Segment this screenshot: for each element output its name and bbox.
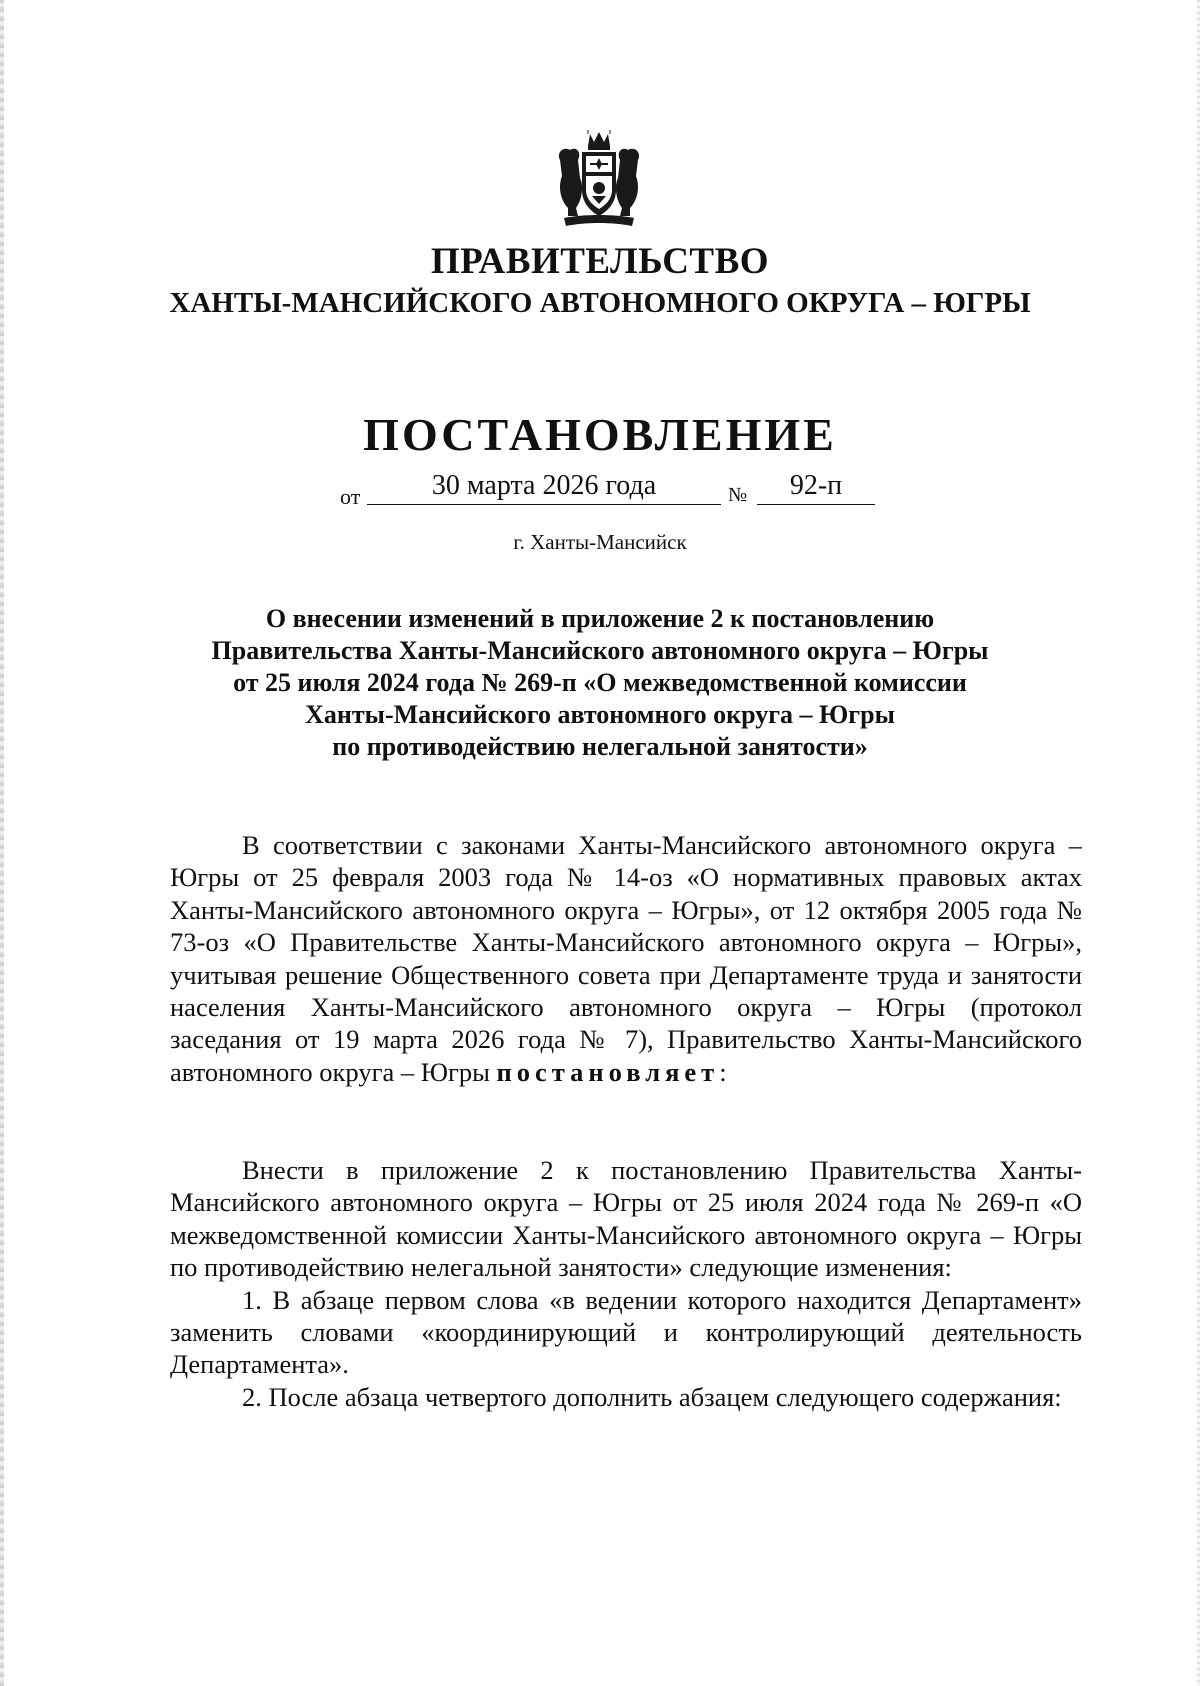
resolves-word: постановляет bbox=[496, 1056, 720, 1087]
region-heading: ХАНТЫ-МАНСИЙСКОГО АВТОНОМНОГО ОКРУГА – ЮГРЫ bbox=[169, 287, 1031, 319]
date-label: от bbox=[340, 484, 361, 509]
item-2-paragraph: 2. После абзаца четвертого дополнить абзацем следующего содержания: bbox=[242, 1381, 1062, 1412]
document-number: 92-п bbox=[757, 470, 875, 505]
coat-of-arms-emblem bbox=[554, 130, 644, 230]
intro-paragraph: Внести в приложение 2 к постановлению Правительства Ханты-Мансийского автономного округа – Югры от 25 июля 2024 года № 269-п «О межведомственной комиссии Ханты-Мансийского автономного округа – Югры по противодействию нелегальной занятости» следующие изменения: bbox=[170, 1155, 1082, 1283]
preamble-text: В соответствии с законами Ханты-Мансийского автономного округа – Югры от 25 февраля 2003 года № 14-оз «О нормативных правовых актах Ханты-Мансийского автономного округа – Югры», от 12 октября 2005 года № 73-оз «О Правительстве Ханты-Мансийского автономного округа – Югры», учитывая решение Общественного совета при Департаменте труда и занятости населения Ханты-Мансийского автономного округа – Югры (протокол заседания от 19 марта 2026 года № 7), Правительство Ханты-Мансийского автономного округа – Югры bbox=[170, 830, 1082, 1087]
title-line: по противодействию нелегальной занятости» bbox=[332, 732, 868, 761]
title-line: от 25 июля 2024 года № 269-п «О межведомственной комиссии bbox=[233, 668, 967, 697]
number-label: № bbox=[728, 484, 748, 506]
document-place: г. Ханты-Мансийск bbox=[513, 530, 687, 554]
preamble-paragraph bbox=[170, 829, 1082, 1088]
preamble-section bbox=[170, 829, 1082, 1088]
document-type-heading: ПОСТАНОВЛЕНИЕ bbox=[363, 409, 837, 460]
resolves-colon: : bbox=[719, 1056, 727, 1087]
title-line: Ханты-Мансийского автономного округа – Югры bbox=[305, 700, 895, 729]
item-1-paragraph: 1. В абзаце первом слова «в ведении которого находится Департамент» заменить словами «координирующий и контролирующий деятельность Департамента». bbox=[170, 1284, 1082, 1380]
title-line: О внесении изменений в приложение 2 к постановлению bbox=[265, 604, 935, 633]
title-line: Правительства Ханты-Мансийского автономного округа – Югры bbox=[211, 636, 989, 665]
document-title bbox=[150, 603, 1050, 763]
date-number-row bbox=[0, 470, 1200, 510]
document-date: 30 марта 2026 года bbox=[367, 470, 721, 505]
amendments-section bbox=[170, 1154, 1082, 1413]
government-heading: ПРАВИТЕЛЬСТВО bbox=[430, 241, 770, 282]
